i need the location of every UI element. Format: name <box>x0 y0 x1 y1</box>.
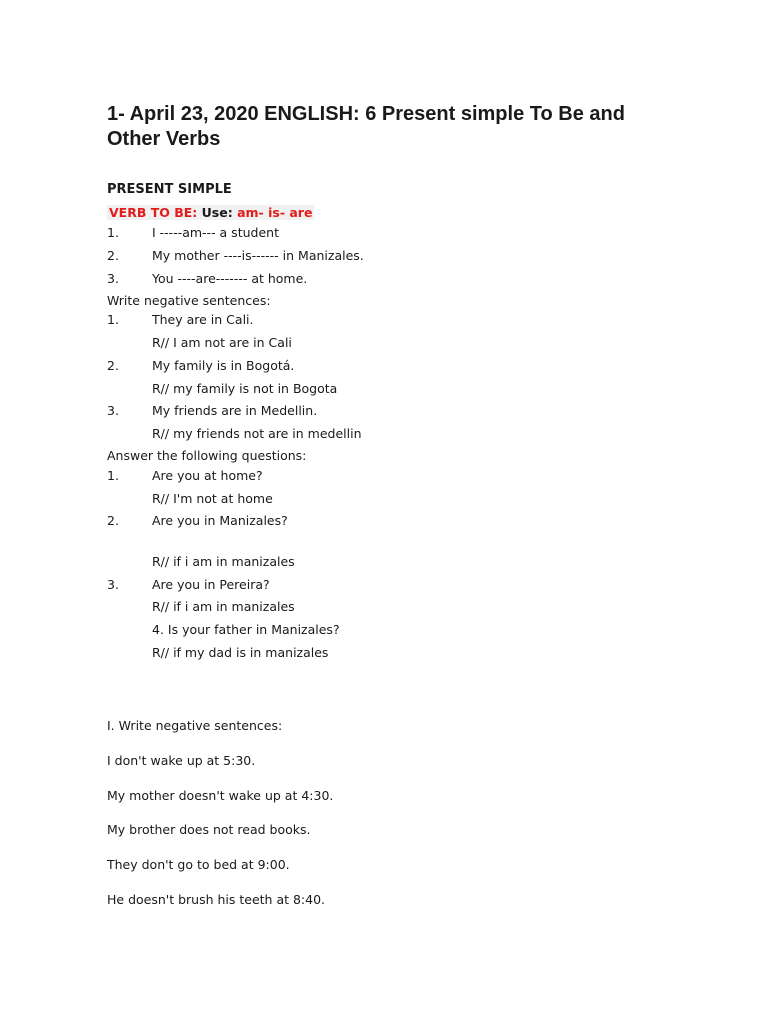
verb-to-be-line <box>107 205 314 220</box>
verb-to-be-label: VERB TO BE: <box>109 205 198 220</box>
list-number: 2. <box>107 248 119 263</box>
list-number: 1. <box>107 468 119 483</box>
list-item: Are you in Manizales? <box>152 513 288 528</box>
list-number: 1. <box>107 225 119 240</box>
negative-heading: Write negative sentences: <box>107 293 271 308</box>
sentence: I don't wake up at 5:30. <box>107 753 256 768</box>
section-heading: PRESENT SIMPLE <box>107 182 232 197</box>
sentence: My brother does not read books. <box>107 822 311 837</box>
list-item: Are you in Pereira? <box>152 577 270 592</box>
list-item: They are in Cali. <box>152 312 254 327</box>
questions-heading: Answer the following questions: <box>107 448 307 463</box>
answer-text: R// my family is not in Bogota <box>152 381 338 396</box>
list-number: 3. <box>107 403 119 418</box>
list-item: You ----are------- at home. <box>152 271 308 286</box>
list-item: My friends are in Medellin. <box>152 403 318 418</box>
list-item: My mother ----is------ in Manizales. <box>152 248 364 263</box>
use-label: Use: <box>201 205 233 220</box>
list-number: 2. <box>107 513 119 528</box>
list-number: 3. <box>107 271 119 286</box>
list-item: Are you at home? <box>152 468 263 483</box>
sentence: He doesn't brush his teeth at 8:40. <box>107 892 326 907</box>
verb-forms: am- is- are <box>237 205 313 220</box>
answer-text: R// I am not are in Cali <box>152 335 292 350</box>
list-item: My family is in Bogotá. <box>152 358 295 373</box>
list-item: 4. Is your father in Manizales? <box>152 622 340 637</box>
list-number: 3. <box>107 577 119 592</box>
answer-text: R// if my dad is in manizales <box>152 645 329 660</box>
sentence: They don't go to bed at 9:00. <box>107 857 290 872</box>
list-number: 2. <box>107 358 119 373</box>
answer-text: R// if i am in manizales <box>152 599 295 614</box>
answer-text: R// if i am in manizales <box>152 554 295 569</box>
answer-text: R// I'm not at home <box>152 491 273 506</box>
page-title: 1- April 23, 2020 ENGLISH: 6 Present simple To Be and Other Verbs <box>107 103 625 150</box>
answer-text: R// my friends not are in medellin <box>152 426 362 441</box>
part-two-heading: I. Write negative sentences: <box>107 718 283 733</box>
list-item: I -----am--- a student <box>152 225 279 240</box>
list-number: 1. <box>107 312 119 327</box>
sentence: My mother doesn't wake up at 4:30. <box>107 788 334 803</box>
